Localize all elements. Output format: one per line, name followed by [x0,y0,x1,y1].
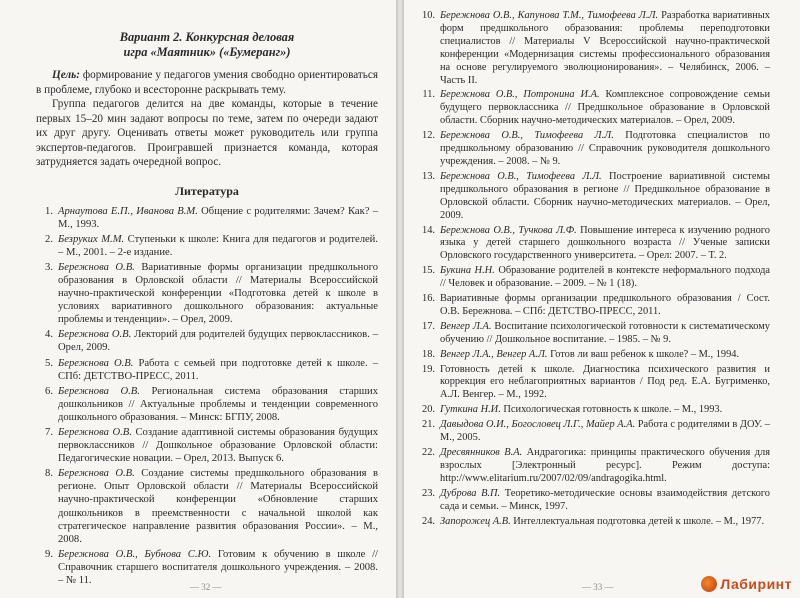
reference-number: 10. [422,10,435,21]
reference-number: 9. [45,548,53,560]
reference-authors: Бережнова О.В., Тимофеева Л.Л. [440,170,602,182]
reference-number: 16. [422,293,435,305]
reference-text [58,467,378,546]
reference-text [440,447,770,486]
reference-item [36,467,378,546]
reference-number: 12. [422,130,435,142]
reference-number: 3. [45,261,53,273]
reference-title: Интеллектуальная подготовка детей к школе. – М., 1977. [513,515,765,527]
reference-text [440,89,770,128]
reference-title: Работа с семьей при подготовке детей к школе. – СПб: ДЕТСТВО-ПРЕСС, 2011. [58,357,379,382]
book-gutter [396,0,404,598]
reference-text [440,130,770,169]
reference-authors: Бережнова О.В., Тучкова Л.Ф. [440,224,577,236]
reference-title: Вариативные формы организации предшкольного образования / Сост. О.В. Бережнова. – СПб: ДЕТСТВО-ПРЕСС, 2011. [440,293,770,317]
reference-text [440,404,770,417]
reference-text [440,516,770,529]
reference-text [58,261,378,326]
reference-title: Общение с родителями: Зачем? Как? – М., 1993. [58,205,378,230]
reference-authors: Дуброва В.П. [440,487,501,499]
reference-text [440,321,770,347]
reference-text [440,225,770,264]
reference-number: 21. [422,419,435,431]
reference-title: Готовность детей к школе. Диагностика психического развития и коррекция его неблагоприятных вариантов / Под ред. Е.А. Бугрименко, А.Л. Венгер. – М., 1992. [440,363,770,401]
reference-authors: Бережнова О.В. [58,468,135,480]
reference-authors: Бережнова О.В., Капунова Т.М., Тимофеева Л.Л. [440,10,659,21]
reference-item [36,385,378,424]
reference-number: 22. [422,447,435,458]
reference-item [418,321,770,347]
reference-item [418,447,770,486]
goal-text: формирование у педагогов умения свободно ориентироваться в проблеме, глубоко и всесторонне раскрывать тему. [36,69,378,96]
reference-authors: Дресвянников В.А. [440,447,523,458]
reference-list-right [418,10,770,528]
reference-title: Создание адаптивной системы образования будущих первоклассников // Дошкольное образование Орловской области: Педагогические новации. – Орел, 2013. Выпуск 6. [58,427,378,465]
reference-item [418,419,770,445]
reference-item [418,364,770,403]
reference-title: Комплексное сопровождение семьи будущего первоклассника // Предшкольное образование в Орловской области. Сборник научно-методических материалов. – Орел, 2009. [440,89,771,127]
reference-authors: Гуткина Н.И. [440,404,501,416]
reference-authors: Букина Н.Н. [440,265,495,277]
reference-number: 19. [422,363,435,375]
reference-authors: Венгер Л.А. [440,320,492,332]
reference-number: 17. [422,320,435,332]
reference-authors: Бережнова О.В. [58,357,134,369]
reference-text [440,349,770,362]
reference-number: 6. [45,385,53,397]
reference-title: Ступеньки к школе: Книга для педагогов и родителей. – М., 2001. – 2-е издание. [58,233,378,258]
reference-item [36,261,378,326]
reference-item [418,10,770,87]
reference-text [58,328,378,354]
reference-authors: Давыдова О.И., Богословец Л.Г., Майер А.А. [440,419,636,431]
reference-authors: Бережнова О.В. [58,329,132,341]
reference-title: Работа с родителями в ДОУ. – М., 2005. [440,419,770,444]
right-page [404,0,800,598]
reference-title: Повышение интереса к изучению родного языка у детей старшего дошкольного возраста // Ученые записки Орловского государственного университета. – Орел: 2007. – Т. 2. [440,224,770,262]
reference-title: Теоретико-методические основы взаимодействия детского сада и семьи. – Минск, 1997. [440,487,770,512]
reference-title: Подготовка специалистов по предшкольному образованию // Справочник руководителя дошкольного учреждения. – 2008. – № 9. [440,130,771,167]
title-line-1: Вариант 2. Конкурсная деловая [119,30,295,44]
reference-title: Создание системы предшкольного образования в регионе. Опыт Орловской области // Материалы Всероссийской научно-практической конференции «Обновление старших дошкольников в преемственности с начальной школой как стратегическое направление развития образования России». – М., 2008. [58,468,379,545]
goal-label: Цель: [52,69,80,81]
reference-number: 18. [422,348,435,360]
reference-number: 15. [422,265,435,277]
reference-title: Разработка вариативных форм предшкольного образования: проблемы переподготовки специалистов // Материалы V Всероссийской научно-практической конференции «Модернизация системы профессионального образования на основе регулируемого эволюционирования». – Челябинск, 2006. – Часть II. [440,10,770,86]
title-line-2: игра «Маятник» («Бумеранг») [123,45,291,59]
reference-number: 1. [45,205,53,217]
reference-text [440,364,770,403]
reference-item [418,404,770,417]
reference-title: Вариативные формы организации предшкольного образования в Орловской области // Материалы Всероссийской научно-практической конференции «Подготовка детей к школе в условиях вариативного дошкольного образования: актуальные проблемы и тенденции». – Орел, 2009. [58,261,379,326]
reference-number: 7. [45,427,53,438]
reference-number: 14. [422,224,435,236]
reference-title: Построение вариативной системы предшкольного образования в регионе // Предшкольное образование в Орловской области. Сборник научно-методических материалов. – Орел, 2009. [440,170,770,221]
reference-title: Андрагогика: принципы практического обучения для взрослых [Электронный ресурс]. Режим доступа: http://www.elitarium.ru/2007/02/09/andragogika.html. [440,447,770,484]
reference-number: 13. [422,170,435,182]
reference-text [440,488,770,514]
left-page [0,0,396,598]
reference-item [418,349,770,362]
reference-number: 2. [45,233,53,245]
reference-item [36,357,378,383]
reference-authors: Бережнова О.В. [58,427,132,438]
reference-text [58,205,378,231]
reference-authors: Венгер Л.А., Венгер А.Л. [440,348,548,360]
reference-item [36,426,378,465]
reference-authors: Арнаутова Е.П., Иванова В.М. [58,205,198,217]
reference-item [418,265,770,291]
reference-title: Готов ли ваш ребенок к школе? – М., 1994. [550,348,740,360]
reference-number: 23. [422,487,435,499]
reference-title: Психологическая готовность к школе. – М., 1993. [503,404,723,416]
reference-item [36,328,378,354]
reference-authors: Бережнова О.В., Тимофеева Л.Л. [440,130,614,142]
reference-number: 5. [45,357,53,369]
reference-text [440,265,770,291]
reference-text [440,419,770,445]
reference-number: 24. [422,515,435,527]
reference-text [440,293,770,319]
literature-heading: Литература [175,183,239,198]
reference-text [440,10,770,87]
reference-text [58,385,378,424]
reference-item [418,293,770,319]
rules-paragraph: Группа педагогов делится на две команды, которые в течение первых 15–20 мин задают вопросы по теме, затем по очереди задают их друг другу. Оценивать ответы может руководитель или группа экспертов-педагогов. Проигравшей признается команда, которая затрудняется задать очередной вопрос. [36,98,378,168]
reference-number: 8. [45,468,53,480]
reference-authors: Запорожец А.В. [440,515,511,527]
reference-number: 11. [422,89,435,101]
reference-title: Лекторий для родителей будущих первоклассников. – Орел, 2009. [58,329,378,354]
labirint-logo-icon [701,576,717,592]
reference-authors: Бережнова О.В. [58,261,135,273]
reference-text [58,233,378,259]
section-title [36,30,378,60]
reference-title: Готовим к обучению в школе // Справочник старшего воспитателя дошкольного учреждения. – 2008. – № 11. [58,548,378,587]
reference-authors: Бережнова О.В. [58,385,140,397]
page-number-right: — 33 — [582,582,614,592]
reference-item [36,233,378,259]
reference-item [418,130,770,169]
reference-text [58,426,378,465]
reference-text [58,357,378,383]
watermark-text: Лабиринт [720,576,792,592]
reference-authors: Бережнова О.В., Бубнова С.Ю. [58,548,212,560]
reference-item [36,205,378,231]
reference-title: Воспитание психологической готовности к систематическому обучению // Дошкольное воспитание. – 1985. – № 9. [440,320,770,345]
reference-number: 4. [45,329,53,341]
reference-item [418,516,770,529]
reference-item [418,225,770,264]
reference-title: Региональная система образования старших дошкольников // Актуальные проблемы и тенденции современного дошкольного образования. – Минск: БГПУ, 2008. [58,385,378,423]
reference-list-left [36,205,378,588]
reference-number: 20. [422,404,435,416]
reference-item [418,89,770,128]
page-number-left: — 32 — [190,582,222,592]
goal-paragraph [36,68,378,97]
reference-item [418,171,770,223]
reference-authors: Бережнова О.В., Потронина И.А. [440,89,600,101]
watermark-logo [701,576,792,592]
reference-authors: Безруких М.М. [58,233,125,245]
reference-text [440,171,770,223]
reference-title: Образование родителей в контексте неформального подхода // Человек и образование. – 2009. – № 1 (18). [440,265,770,290]
reference-item [418,488,770,514]
